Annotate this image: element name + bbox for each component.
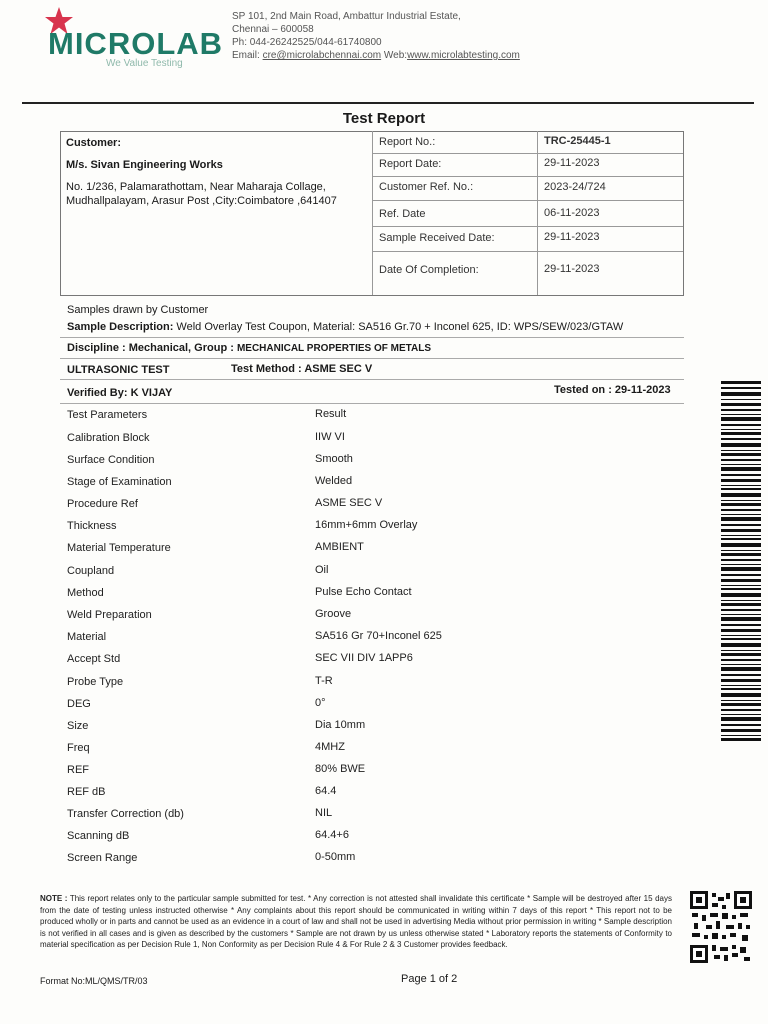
table-row-result: Dia 10mm [315,719,366,731]
report-title: Test Report [342,110,426,127]
email-link[interactable]: cre@microlabchennai.com [262,50,382,61]
verified-value: K VIJAY [130,387,173,399]
email-label: Email: [232,50,260,61]
divider [60,337,684,338]
table-row-result: Groove [315,608,352,620]
sample-received-value: 29-11-2023 [544,231,600,243]
customer-ref-label: Customer Ref. No.: [379,181,474,193]
divider [60,379,684,380]
contact-line [232,49,520,62]
note-label: NOTE : [40,894,68,903]
table-row-param: Calibration Block [67,432,150,444]
table-row-param: DEG [67,698,91,710]
completion-date-label: Date Of Completion: [379,264,479,276]
report-date-label: Report Date: [379,158,442,170]
company-address [232,10,520,62]
web-link[interactable]: www.microlabtesting.com [407,50,520,61]
tested-on-value: 29-11-2023 [614,384,671,396]
customer-label: Customer: [66,137,122,149]
discipline-value: Mechanical, Group : [128,342,234,354]
table-row-result: Oil [315,564,329,576]
report-no-label: Report No.: [379,136,436,148]
phone: Ph: 044-26242525/044-61740800 [232,37,382,48]
table-row-result: NIL [315,807,333,819]
table-row-param: Weld Preparation [67,609,152,621]
info-row-line [372,200,683,201]
info-row-line [372,226,683,227]
samples-drawn: Samples drawn by Customer [67,304,209,316]
table-row-param: Surface Condition [67,454,155,466]
table-row-param: Material [67,631,107,643]
table-row-result: IIW VI [315,431,345,443]
table-header-result: Result [315,408,347,420]
customer-address-2: Mudhallpalayam, Arasur Post ,City:Coimbatore ,641407 [66,195,337,207]
customer-name: M/s. Sivan Engineering Works [66,159,223,171]
ref-date-value: 06-11-2023 [544,207,600,219]
report-date-value: 29-11-2023 [544,157,600,169]
sample-description [67,321,623,333]
test-name: ULTRASONIC TEST [67,364,170,376]
table-row-param: Material Temperature [67,542,171,554]
table-row-param: Procedure Ref [67,498,138,510]
sample-desc-label: Sample Description: [67,321,174,333]
group-value: MECHANICAL PROPERTIES OF METALS [236,343,432,354]
info-row-line [372,153,683,154]
tested-on-line [554,384,671,396]
table-row-param: Stage of Examination [67,476,172,488]
table-row-param: REF [67,764,89,776]
table-row-param: Method [67,587,104,599]
table-row-result: 0-50mm [315,851,356,863]
discipline-label: Discipline : [67,342,126,354]
info-divider-2 [537,131,538,295]
report-no-value: TRC-25445-1 [544,135,611,147]
table-row-result: 64.4 [315,785,337,797]
customer-ref-value: 2023-24/724 [544,181,606,193]
table-row-param: Probe Type [67,676,124,688]
table-row-result: Pulse Echo Contact [315,586,412,598]
format-number: Format No:ML/QMS/TR/03 [40,976,148,986]
test-method-line [231,363,372,375]
table-row-result: T-R [315,675,333,687]
completion-date-value: 29-11-2023 [544,263,600,275]
table-row-param: Screen Range [67,852,138,864]
company-tagline: We Value Testing [106,58,183,69]
table-row-param: Thickness [67,520,117,532]
sample-received-label: Sample Received Date: [379,232,495,244]
tested-on-label: Tested on : [554,384,612,396]
info-row-line [372,176,683,177]
verified-label: Verified By: [67,387,128,399]
disclaimer-note [40,893,672,951]
table-row-param: Coupland [67,565,115,577]
sample-desc-value: Weld Overlay Test Coupon, Material: SA516 Gr.70 + Inconel 625, ID: WPS/SEW/023/GTAW [176,321,624,333]
table-row-result: ASME SEC V [315,497,383,509]
table-row-result: 0° [315,697,326,709]
header-divider [22,102,754,104]
table-row-result: 4MHZ [315,741,345,753]
table-row-param: Size [67,720,89,732]
test-method-label: Test Method : [231,363,302,375]
qr-code-icon [690,891,752,963]
table-row-result: AMBIENT [315,541,364,553]
customer-address-1: No. 1/236, Palamarathottam, Near Maharaja Collage, [66,181,326,193]
note-text: This report relates only to the particular sample submitted for test. * Any correction is not attested shall invalidate this certificate * Sample will be destroyed after 15 days from the date of testing unless instructed otherwise * Any complaints about this report should be communicated in writing within 7 days of this report * This report not to be produced wholly or in parts and cannot be used as an evidence in a court of law and shall not be used in advertising Media without prior permission in writing * Sample description is not verified in all cases and is given as described by the customers * Sample are not drawn by us unless otherwise stated * Laboratory reports the statements of Conformity to material specification as per Decision Rule 1, Non Conformity as per Decision Rule 4 & For Rule 2 & 3 Customer provides feedback. [40,894,673,949]
test-method-value: ASME SEC V [304,363,373,375]
table-row-param: Scanning dB [67,830,130,842]
discipline-line [67,342,431,354]
table-row-param: Accept Std [67,653,121,665]
table-row-result: Smooth [315,453,353,465]
table-row-result: Welded [315,475,353,487]
table-header-param: Test Parameters [67,409,148,421]
company-logo: MICROLAB [48,26,224,61]
table-row-param: REF dB [67,786,106,798]
web-label: Web: [383,50,408,61]
ref-date-label: Ref. Date [379,208,426,220]
divider [60,358,684,359]
table-row-result: 16mm+6mm Overlay [315,519,418,531]
info-row-line [372,251,683,252]
address-line-2: Chennai – 600058 [232,24,314,35]
table-row-result: 80% BWE [315,763,366,775]
verified-line [67,387,172,399]
barcode-icon [721,381,761,741]
table-row-result: SEC VII DIV 1APP6 [315,652,413,664]
table-row-result: 64.4+6 [315,829,349,841]
table-row-param: Transfer Correction (db) [67,808,184,820]
table-row-param: Freq [67,742,90,754]
info-divider-1 [372,131,373,295]
table-row-result: SA516 Gr 70+Inconel 625 [315,630,442,642]
address-line-1: SP 101, 2nd Main Road, Ambattur Industrial Estate, [232,11,461,22]
page-number: Page 1 of 2 [401,973,458,985]
divider [60,403,684,404]
